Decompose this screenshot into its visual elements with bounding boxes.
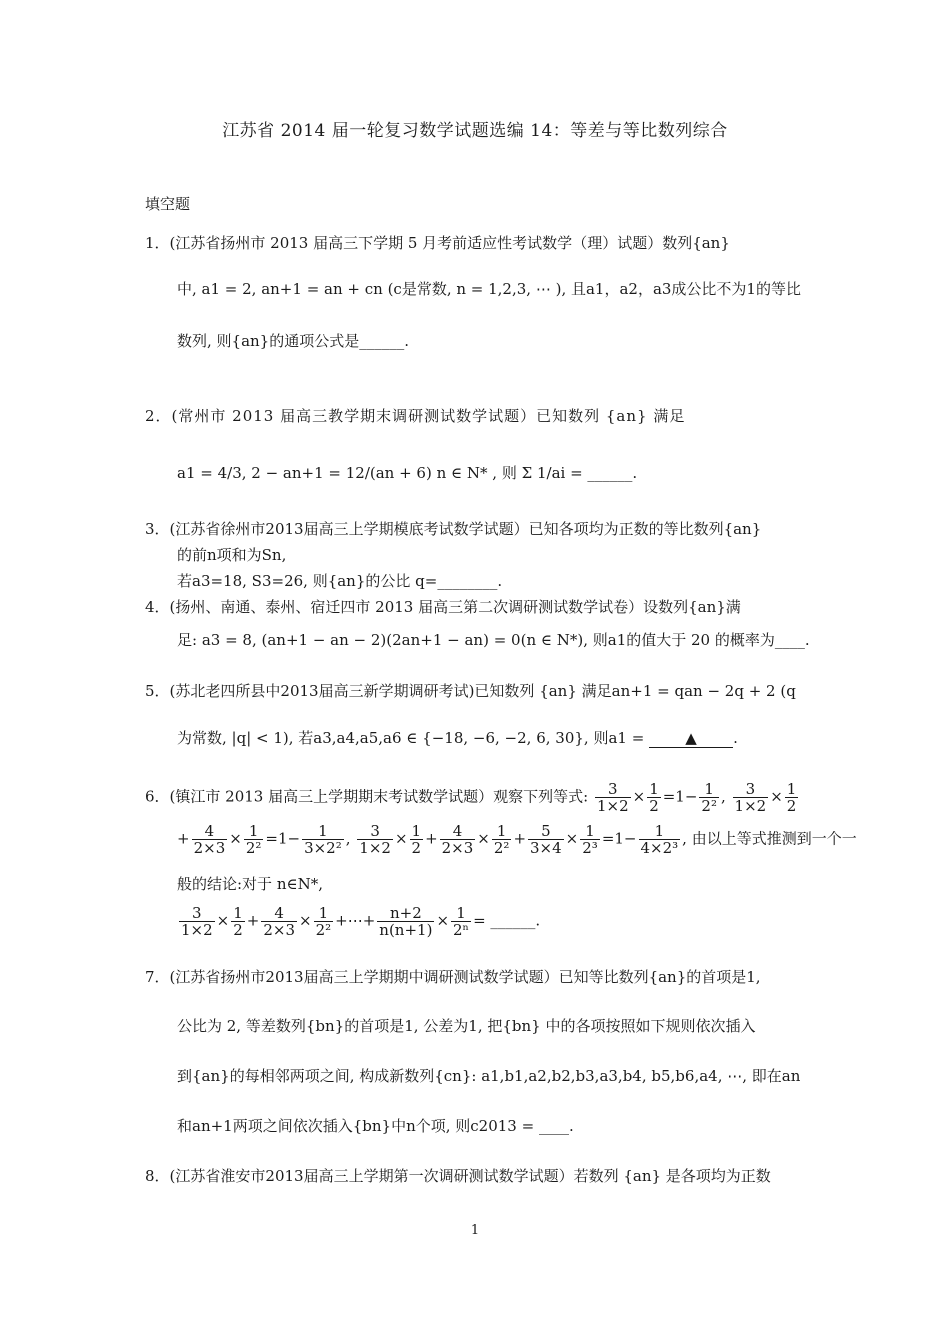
fraction: $\frac{1}{2}$: [411, 822, 422, 857]
problem-1-line-3: 数列, 则{an}的通项公式是______.: [177, 332, 409, 350]
fraction: $\frac{4}{2\times 3}$: [193, 822, 226, 857]
problem-2-line-1: 2．(常州市 2013 届高三教学期末调研测试数学试题）已知数列 {an} 满足: [145, 407, 686, 425]
page-number: 1: [470, 1223, 480, 1238]
problem-5-line-2-text: 为常数, |q| < 1), 若a3,a4,a5,a6 ∈ {−18, −6, −2, 6, 30}, 则a1 =: [177, 729, 645, 747]
problem-7-line-3: 到{an}的每相邻两项之间, 构成新数列{cn}: a1,b1,a2,b2,b3,a3,b4, b5,b6,a4, ⋯, 即在an: [177, 1067, 801, 1085]
fraction: $\frac{1}{\text{2³}}$: [582, 822, 598, 857]
period: .: [733, 729, 738, 747]
fraction: $\frac{4}{2\times 3}$: [263, 904, 296, 939]
problem-6-line-4: $\frac{3}{1\times 2}$ × $\frac{1}{2}$ + $\frac{4}{2\times 3}$ × $\frac{1}{\text{2²}}$ +⋯+ $\frac{n+2}{n(n+1)}$ × $\frac{1}{\text{2ⁿ}}$ = ______.: [181, 904, 541, 939]
fraction: $\frac{3}{1\times 2}$: [181, 904, 213, 939]
fraction: $\frac{1}{\text{2²}}$: [315, 904, 332, 939]
fraction: $\frac{1}{\text{3×2²}}$: [304, 822, 342, 857]
problem-8-line-1: 8．(江苏省淮安市2013届高三上学期第一次调研测试数学试题）若数列 {an} 是各项均为正数: [145, 1167, 771, 1185]
fraction: $\frac{n+2}{n(n+1)}$: [379, 904, 433, 939]
page-title: 江苏省 2014 届一轮复习数学试题选编 14：等差与等比数列综合: [222, 121, 728, 141]
problem-4-line-1: 4．(扬州、南通、泰州、宿迁四市 2013 届高三第二次调研测试数学试卷）设数列{an}满: [145, 598, 741, 616]
fraction: $\frac{1}{\text{2²}}$: [701, 780, 717, 815]
problem-7-line-2: 公比为 2, 等差数列{bn}的首项是1, 公差为1, 把{bn} 中的各项按照如下规则依次插入: [177, 1017, 756, 1035]
fraction: $\frac{4}{2\times 3}$: [441, 822, 474, 857]
problem-1-line-2: 中, a1 = 2, an+1 = an + cn (c是常数, n = 1,2,3, ⋯ ), 且a1，a2，a3成公比不为1的等比: [177, 280, 801, 298]
problem-7-line-4: 和an+1两项之间依次插入{bn}中n个项, 则c2013 = ____.: [177, 1117, 574, 1135]
problem-6-line-2: + $\frac{4}{2\times 3}$ × $\frac{1}{\text{2²}}$ =1− $\frac{1}{\text{3×2²}}$ , $\frac{3}{1\times 2}$ × $\frac{1}{2}$ + $\frac{4}{2\times 3}$ × $\frac{1}{\text{2²}}$ + $\frac{5}{3\times 4}$ × $\frac{1}{\text{2³}}$ =1− $\frac{1}{\text{4×2³}}$ , 由以上等式推测到一个一: [177, 822, 857, 857]
problem-4-line-2: 足: a3 = 8, (an+1 − an − 2)(2an+1 − an) = 0(n ∈ N*), 则a1的值大于 20 的概率为____.: [177, 631, 810, 649]
problem-1-line-1: 1．(江苏省扬州市 2013 届高三下学期 5 月考前适应性考试数学（理）试题）数列{an}: [145, 234, 730, 252]
problem-5-line-1: 5．(苏北老四所县中2013届高三新学期调研考试)已知数列 {an} 满足an+1 = qan − 2q + 2 (q: [145, 682, 796, 700]
fraction: $\frac{1}{2}$: [233, 904, 243, 939]
fraction: $\frac{3}{1\times 2}$: [734, 780, 767, 815]
fraction: $\frac{5}{3\times 4}$: [530, 822, 562, 857]
fraction: $\frac{3}{1\times 2}$: [359, 822, 391, 857]
fraction: $\frac{1}{\text{2²}}$: [493, 822, 510, 857]
problem-3-line-3: 若a3=18, S3=26, 则{an}的公比 q=________.: [177, 572, 503, 590]
fraction: $\frac{1}{2}$: [649, 780, 659, 815]
problem-6-line-1: 6．(镇江市 2013 届高三上学期期末考试数学试题）观察下列等式: $\frac{3}{1\times 2}$ × $\frac{1}{2}$ =1− $\frac{1}{\text{2²}}$ , $\frac{3}{1\times 2}$ × $\frac{1}{2}$: [145, 780, 797, 815]
fraction: $\frac{1}{\text{4×2³}}$: [640, 822, 679, 857]
problem-3-line-2: 的前n项和为Sn,: [177, 546, 287, 564]
problem-7-line-1: 7．(江苏省扬州市2013届高三上学期期中调研测试数学试题）已知等比数列{an}的首项是1,: [145, 968, 761, 986]
answer-blank-triangle: ▲: [649, 729, 733, 748]
problem-6-intro: 6．(镇江市 2013 届高三上学期期末考试数学试题）观察下列等式:: [145, 787, 589, 806]
problem-5-line-2: [177, 727, 738, 748]
section-label: 填空题: [145, 195, 191, 213]
problem-3-line-1: 3．(江苏省徐州市2013届高三上学期模底考试数学试题）已知各项均为正数的等比数列{an}: [145, 520, 762, 538]
fraction: $\frac{3}{1\times 2}$: [596, 780, 629, 815]
fraction: $\frac{1}{\text{2²}}$: [245, 822, 262, 857]
problem-6-blank: = ______.: [473, 911, 541, 930]
problem-6-continue: , 由以上等式推测到一个一: [682, 829, 857, 848]
problem-6-line-3: 般的结论:对于 n∈N*,: [177, 875, 323, 893]
fraction: $\frac{1}{\text{2ⁿ}}$: [453, 904, 470, 939]
fraction: $\frac{1}{2}$: [786, 780, 797, 815]
problem-2-line-2: a1 = 4/3, 2 − an+1 = 12/(an + 6) n ∈ N* , 则 Σ 1/ai = ______.: [177, 464, 638, 482]
